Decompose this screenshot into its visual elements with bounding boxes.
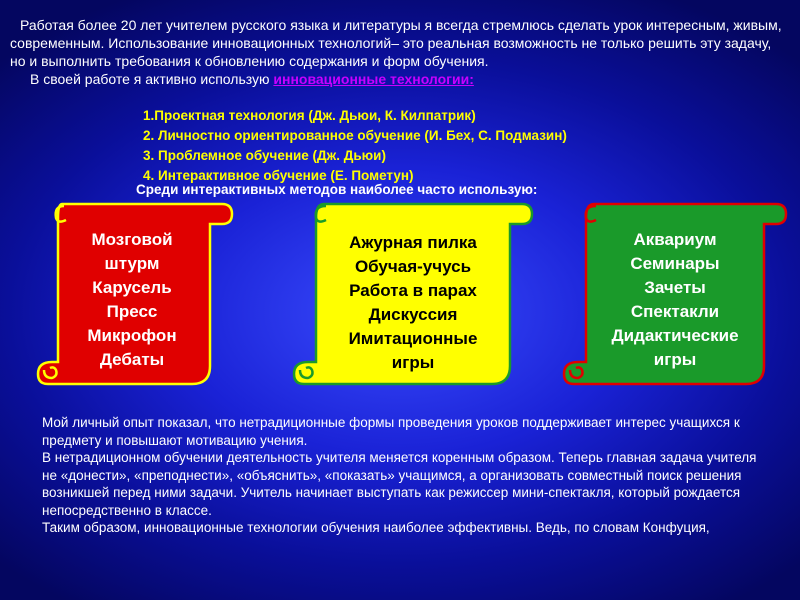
method-item: Работа в парах — [349, 281, 477, 300]
method-item: Обучая-учусь — [354, 257, 472, 276]
scroll-green — [560, 198, 790, 394]
method-item: Семинары — [630, 254, 720, 273]
method-item: Дискуссия — [368, 305, 458, 324]
method-item: Зачеты — [644, 278, 706, 297]
technology-item: 2. Личностно ориентированное обучение (И. Бех, С. Подмазин) — [143, 128, 567, 143]
method-item: игры — [653, 350, 697, 369]
outro-paragraph: Мой личный опыт показал, что нетрадиционные формы проведения уроков поддерживает интерес учащихся к предмету и повышают мотивацию учения. — [42, 415, 740, 448]
methods-lead: Среди интерактивных методов наиболее часто использую: — [136, 182, 538, 197]
scroll-red-text — [56, 228, 208, 372]
method-item: Имитационные — [348, 329, 478, 348]
method-item: Мозговой — [91, 230, 173, 249]
technology-item: 3. Проблемное обучение (Дж. Дьюи) — [143, 148, 386, 163]
scroll-green-text — [586, 228, 764, 372]
innovative-technologies-link[interactable]: инновационные технологии: — [273, 71, 474, 87]
method-item: Дебаты — [99, 350, 165, 369]
intro-text — [10, 16, 790, 88]
outro-text — [42, 414, 762, 537]
outro-paragraph: Таким образом, инновационные технологии обучения наиболее эффективны. Ведь, по словам Конфуция, — [42, 520, 710, 535]
method-item: игры — [391, 353, 435, 372]
scroll-red — [34, 198, 234, 394]
technologies-list — [143, 106, 567, 186]
technology-item: 4. Интерактивное обучение (Е. Пометун) — [143, 168, 414, 183]
method-item: Микрофон — [87, 326, 177, 345]
method-item: Ажурная пилка — [349, 233, 477, 252]
method-item: Пресс — [106, 302, 158, 321]
scroll-yellow — [290, 198, 536, 394]
outro-paragraph: В нетрадиционном обучении деятельность учителя меняется коренным образом. Теперь главная задача учителя не «донести», «преподнести», «объяснить», «показать» учащимся, а организовать совместный поиск решения возникшей перед ними задачи. Учитель начинает выступать как режиссер мини-спектакля, который рождается непосредственно в классе. — [42, 450, 757, 518]
method-item: штурм — [104, 254, 160, 273]
technology-item: 1.Проектная технология (Дж. Дьюи, К. Килпатрик) — [143, 108, 476, 123]
intro-technologies-line — [10, 70, 790, 88]
intro-prefix: В своей работе я активно использую — [30, 71, 274, 87]
intro-paragraph: Работая более 20 лет учителем русского языка и литературы я всегда стремлюсь сделать урок интересным, живым, современным. Использование инновационных технологий– это реальная возможность не только решить эту задачу, но и выполнить требования к обновлению содержания и форм обучения. — [10, 17, 782, 69]
method-item: Спектакли — [630, 302, 720, 321]
method-item: Аквариум — [633, 230, 717, 249]
scroll-yellow-text — [318, 231, 508, 375]
method-item: Дидактические — [611, 326, 739, 345]
method-item: Карусель — [92, 278, 172, 297]
